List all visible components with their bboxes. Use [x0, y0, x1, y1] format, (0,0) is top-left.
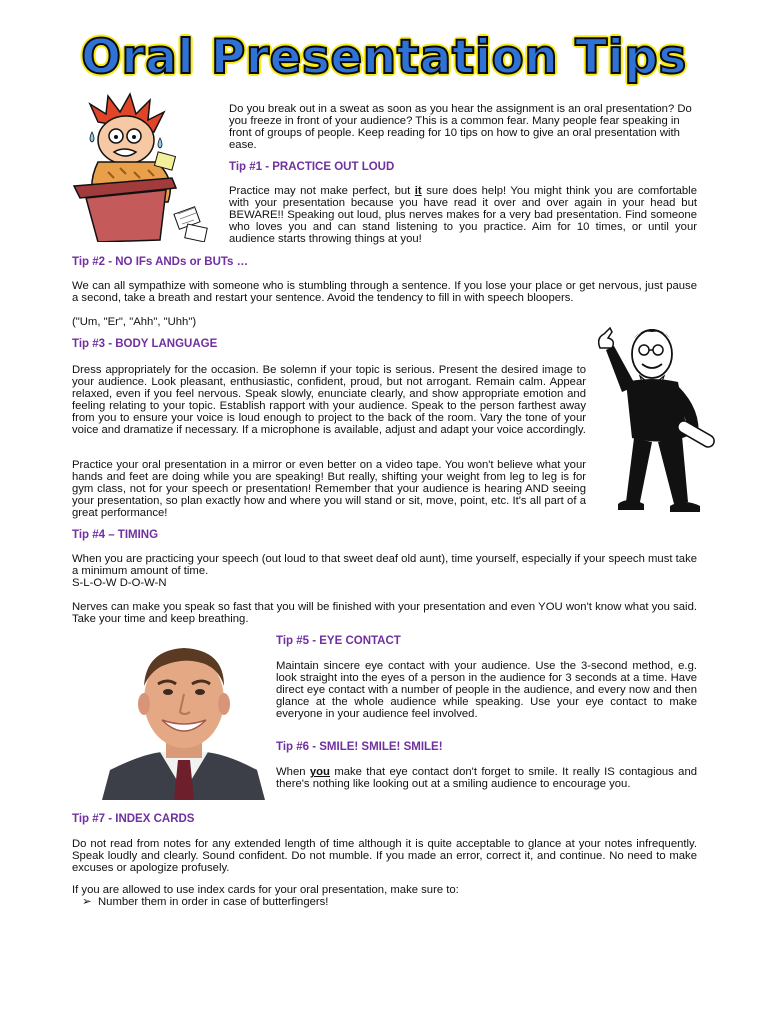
tip-4-body-1: When you are practicing your speech (out loud to that sweet deaf old aunt), time yourself, especially if your speech must take a minimum amount of time.: [72, 553, 697, 578]
tip-7-body-2: If you are allowed to use index cards for your oral presentation, make sure to:: [72, 884, 459, 896]
nervous-speaker-cartoon: [68, 92, 218, 242]
tip-4-body-2: Nerves can make you speak so fast that you will be finished with your presentation and even YOU won't know what you said. Take your time and keep breathing.: [72, 601, 697, 626]
tip-3-heading: Tip #3 - BODY LANGUAGE: [72, 338, 218, 350]
intro-paragraph: Do you break out in a sweat as soon as you hear the assignment is an oral presentation? Do you freeze in front of your audience? This is a common fear. Many people fear speaking in front of groups of people. Keep reading for 10 tips on how to give an oral presentation with ease.: [229, 103, 692, 152]
tip-1-heading: Tip #1 - PRACTICE OUT LOUD: [229, 161, 395, 173]
tip-3-body-1: Dress appropriately for the occasion. Be solemn if your topic is serious. Present the desired image to your audience. Look pleasant, enthusiastic, confident, proud, but not arrogant. Remain calm. Appear relaxed, even if you feel nervous. Speak slowly, enunciate clearly, and show appropriate emotion and feeling relating to your topic. Establish rapport with your audience. Speak to the person farthest away from you to ensure your voice is loud enough to project to the back of the room. Vary the tone of your voice and dramatize if necessary. If a microphone is available, adjust and adapt your voice accordingly.: [72, 364, 586, 437]
tip-4-slow-down: S-L-O-W D-O-W-N: [72, 577, 167, 589]
tip-2-heading: Tip #2 - NO IFs ANDs or BUTs …: [72, 256, 249, 268]
pointing-man-cartoon: [592, 320, 720, 518]
tip-2-body: We can all sympathize with someone who is stumbling through a sentence. If you lose your place or get nervous, just pause a second, take a breath and restart your sentence. Avoid the tendency to fill in with speech bloopers.: [72, 280, 697, 305]
tip-6-body: When you make that eye contact don't forget to smile. It really IS contagious and there's nothing like looking out at a smiling audience to encourage you.: [276, 766, 698, 791]
tip-6-emphasis: you: [309, 766, 330, 778]
tip-7-body-1: Do not read from notes for any extended length of time although it is quite acceptable to glance at your notes infrequently. Speak loudly and clearly. Sound confident. Do not mumble. If you made an error, correct it, and continue. No need to make excuses or apologize profusely.: [72, 838, 697, 875]
arrow-bullet-icon: ➢: [82, 896, 92, 908]
index-card-tips-list: [72, 896, 697, 909]
tip-4-heading: Tip #4 – TIMING: [72, 529, 159, 541]
tip-5-body: Maintain sincere eye contact with your audience. Use the 3-second method, e.g. look straight into the eyes of a person in the audience for 3 seconds at a time. Have direct eye contact with a number of people in the audience, and every now and then glance at the whole audience while speaking. Use your eye contact to make everyone in your audience feel involved.: [276, 660, 697, 721]
tip-1-body: Practice may not make perfect, but it sure does help! You might think you are comfortable with your presentation because you have read it over and over again in your head but BEWARE!! Speaking out loud, plus nerves makes for a very bad presentation. Find someone who loves you and can stand listening to you practice. Aim for 10 times, or until your audience starts throwing things at you!: [229, 185, 697, 246]
list-item: ➢ Number them in order in case of butterfingers!: [82, 896, 329, 908]
tip-5-heading: Tip #5 - EYE CONTACT: [276, 635, 401, 647]
tip-6-heading: Tip #6 - SMILE! SMILE! SMILE!: [276, 741, 443, 753]
tip-7-heading: Tip #7 - INDEX CARDS: [72, 813, 195, 825]
smiling-man-photo: [102, 642, 265, 800]
tip-3-body-2: Practice your oral presentation in a mirror or even better on a video tape. You won't believe what your hands and feet are doing while you are speaking! But really, shifting your weight from leg to leg is for gym class, not for your speech or presentation! Remember that your audience is hearing AND seeing your presentation, so plan exactly how and where you will stand or sit, move, point, etc. It's all part of a great performance!: [72, 459, 586, 520]
tip-1-emphasis: it: [414, 185, 422, 197]
tip-2-examples: ("Um, "Er", "Ahh", "Uhh"): [72, 316, 197, 328]
page-title: Oral Presentation Tips: [81, 30, 687, 85]
